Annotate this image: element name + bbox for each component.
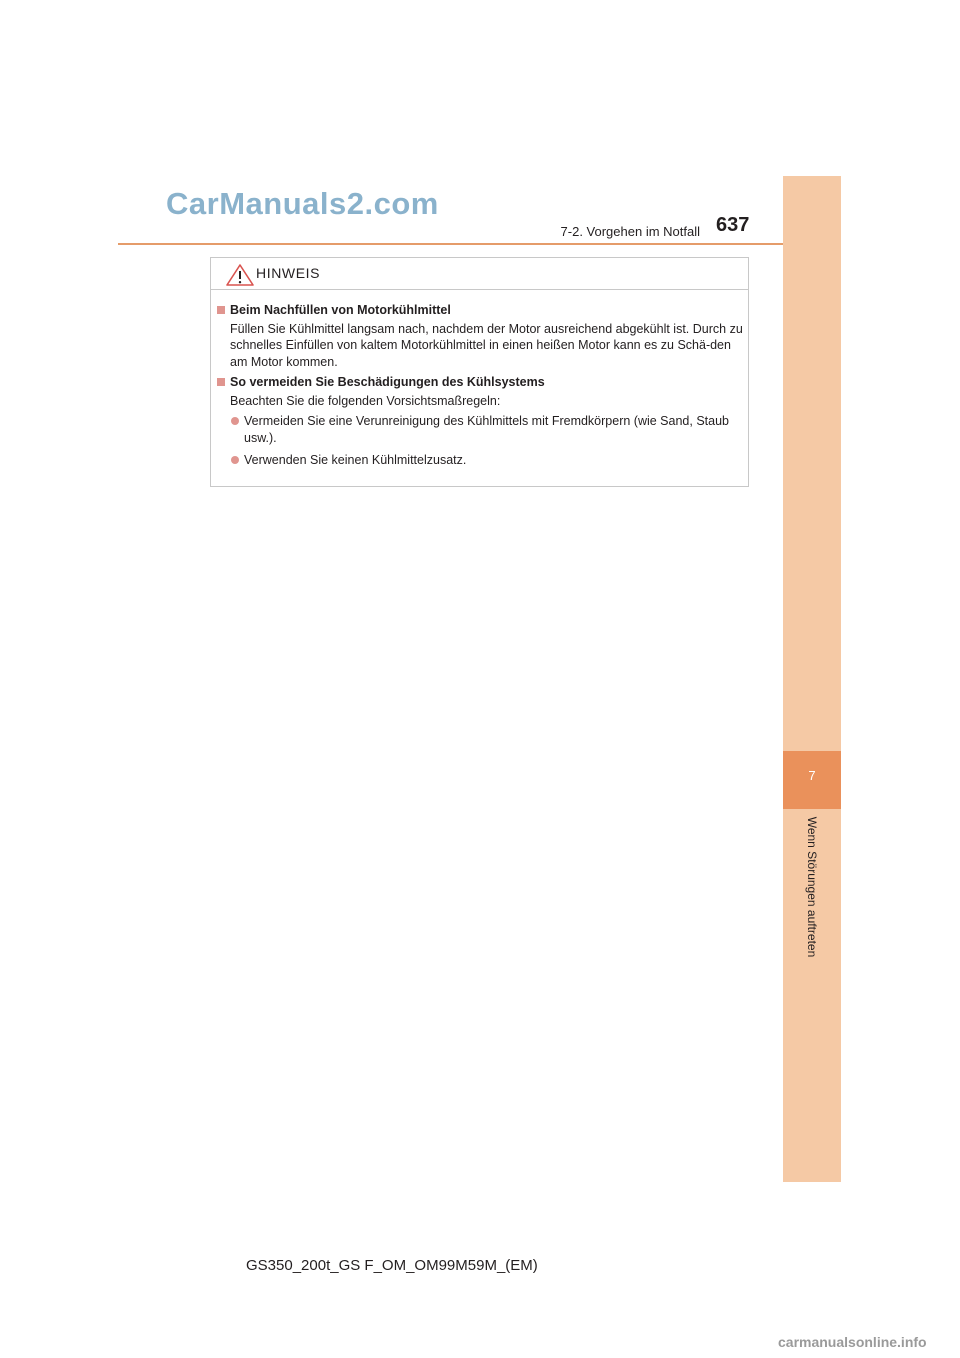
document-code: GS350_200t_GS F_OM_OM99M59M_(EM) [246, 1257, 538, 1274]
square-bullet-icon [217, 378, 225, 386]
notice-body [216, 302, 746, 475]
notice-item-heading-text: Beim Nachfüllen von Motorkühlmittel [230, 303, 451, 317]
round-bullet-icon [231, 417, 239, 425]
notice-bullet [216, 413, 746, 446]
notice-header [211, 258, 748, 290]
notice-title: HINWEIS [256, 265, 321, 281]
notice-bullet [216, 452, 746, 469]
watermark-top: CarManuals2.com [166, 186, 439, 221]
notice-item-text: Füllen Sie Kühlmittel langsam nach, nachdem der Motor ausreichend abgekühlt ist. Durch zu schnelles Einfüllen von kaltem Motorkühlmittel in einen heißen Motor kann es zu Schä-den am Motor kommen. [230, 321, 743, 369]
round-bullet-icon [231, 456, 239, 464]
notice-bullet-text: Vermeiden Sie eine Verunreinigung des Kühlmittels mit Fremdkörpern (wie Sand, Staub usw.). [244, 414, 729, 445]
notice-item-text: Beachten Sie die folgenden Vorsichtsmaßregeln: [230, 393, 501, 408]
watermark-bottom: carmanualsonline.info [778, 1334, 927, 1350]
header-divider [118, 243, 841, 245]
section-title: 7-2. Vorgehen im Notfall [560, 224, 700, 239]
notice-item-heading [216, 374, 746, 391]
chapter-side-tab [783, 176, 841, 1182]
notice-bullet-text: Verwenden Sie keinen Kühlmittelzusatz. [244, 453, 467, 467]
chapter-label: Wenn Störungen auftreten [805, 816, 819, 958]
chapter-number: 7 [808, 768, 816, 783]
notice-item-heading-text: So vermeiden Sie Beschädigungen des Kühlsystems [230, 375, 545, 389]
notice-item-heading [216, 302, 746, 319]
square-bullet-icon [217, 306, 225, 314]
page-number: 637 [716, 214, 750, 236]
notice-box [210, 257, 749, 487]
warning-triangle-icon [226, 264, 254, 286]
